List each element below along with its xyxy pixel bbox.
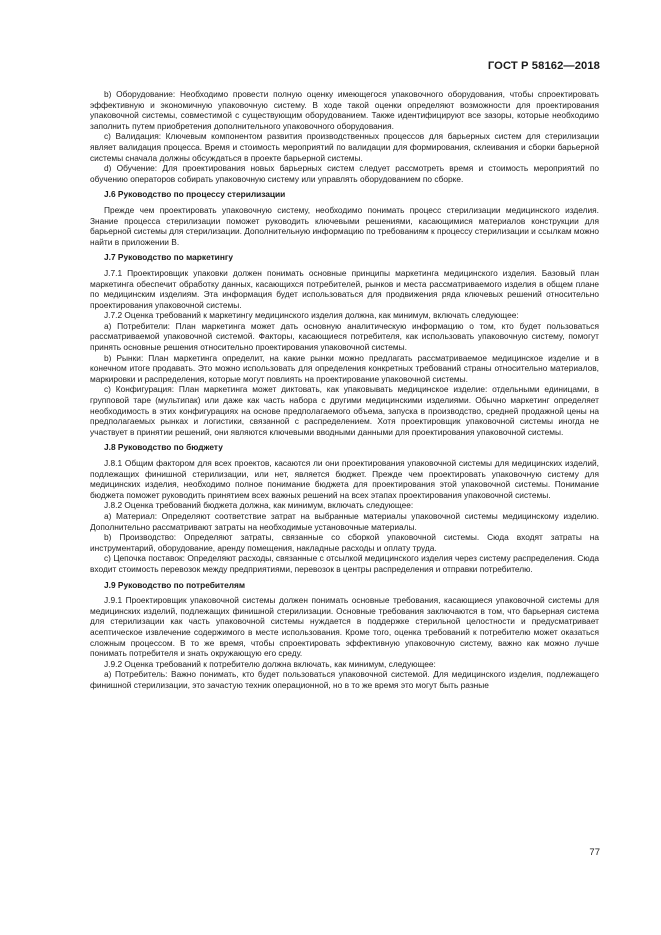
paragraph: a) Материал: Определяют соответствие затрат на выбранные материалы упаковочной системы медицинскому изделию. Дополнительно рассматривают затраты на необходимые установочные материалы. <box>90 510 599 532</box>
paragraph: J.8.1 Общим фактором для всех проектов, касаются ли они проектирования упаковочной системы для медицинских изделий, подлежащих финишной стерилизации, или нет, является бюджет. Прежде чем проектировать упаковочную систему для медицинских изделия, необходимо полное понимание бюджета для проектирования этой упаковочной системы. Понимание бюджета поможет руководить принятием всех важных решений на всех этапах проектирования упаковочной системы. <box>90 458 599 500</box>
paragraph: c) Цепочка поставок: Определяют расходы, связанные с отсылкой медицинского изделия через систему распределения. Сюда входит стоимость перевозок между предприятиями, перевозок в центры распределения и отправки потребителю. <box>90 553 599 574</box>
section-heading: J.7 Руководство по маркетингу <box>104 252 233 263</box>
paragraph: d) Обучение: Для проектирования новых барьерных систем следует рассмотреть время и стоимость мероприятий по обучению операторов собирать упаковочную систему или управлять оборудованием по сборке. <box>90 163 599 184</box>
document-body <box>90 89 599 690</box>
paragraph: J.7.1 Проектировщик упаковки должен понимать основные принципы маркетинга медицинского изделия. Базовый план маркетинга обеспечит обработку данных, касающихся потребителей, рынков и места рассматриваемого изделия в общем плане по медицинским изделиям. Эта информация будет использоваться для продвижения ряда ключевых решений относительно проектирования упаковочной системы. <box>90 267 599 310</box>
paragraph: c) Конфигурация: План маркетинга может диктовать, как упаковывать медицинское изделие: отдельными единицами, в групповой таре (мультипак) или даже как часть набора с другими медицинскими изделиями. Обычно маркетинг определяет необходимость в этих конфигурациях на основе предполагаемого объема, запуска в производство, средней продажной цены на предполагаемых рынках и логистики, связанной с распределением. Хотя проектировщик упаковочной системы иногда не участвует в принятии решений, они являются ключевыми вводными данными для проектирования упаковочной системы. <box>90 384 599 437</box>
paragraph: J.7.2 Оценка требований к маркетингу медицинского изделия должна, как минимум, включать следующее: <box>104 310 519 321</box>
paragraph: J.9.1 Проектировщик упаковочной системы должен понимать основные требования, касающиеся упаковочной системы для медицинских изделий, подлежащих финишной стерилизации. Основные требования заключаются в том, что барьерная система для стерилизации как часть упаковочной системы нуждается в поддержке стерильной целостности и предусматривает асептическое извлечение содержимого в месте использования. Кроме того, оценка требований к потребителю может оказаться сложным процессом. В то же время, чтобы спроектировать эффективную упаковочную систему, важно как можно лучше понимать потребителя и знать окружающую его среду. <box>90 595 599 659</box>
page-number: 77 <box>589 847 600 858</box>
paragraph: c) Валидация: Ключевым компонентом развития производственных процессов для барьерных систем для стерилизации являет валидация процесса. Время и стоимость мероприятий по валидации для формирования, склеивания и сборки барьерной системы сначала должны обсуждаться в проекте барьерной системы. <box>90 131 599 163</box>
paragraph: a) Потребители: План маркетинга может дать основную аналитическую информацию о том, кто будет пользоваться рассматриваемой упаковочной системой. Факторы, касающиеся потребителя, как использовать упаковочную систему, помогут принять основные решения относительно проектирования упаковочной системы. <box>90 320 599 353</box>
section-heading: J.8 Руководство по бюджету <box>104 442 223 453</box>
paragraph: J.8.2 Оценка требований бюджета должна, как минимум, включать следующее: <box>104 500 414 511</box>
section-heading: J.6 Руководство по процессу стерилизации <box>104 189 286 200</box>
paragraph: Прежде чем проектировать упаковочную систему, необходимо понимать процесс стерилизации медицинского изделия. Знание процесса стерилизации поможет руководить ключевыми решениями, касающимися материалов конструкции для барьерной системы для стерилизации. Дополнительную информацию по требованиям к процессу стерилизации и ссылкам можно найти в приложении В. <box>90 204 599 247</box>
paragraph: J.9.2 Оценка требований к потребителю должна включать, как минимум, следующее: <box>104 658 436 669</box>
paragraph: a) Потребитель: Важно понимать, кто будет пользоваться упаковочной системой. Для медицинского изделия, подлежащего финишной стерилизации, это зачастую техник операционной, но в то же время это могут быть разные <box>90 669 599 690</box>
paragraph: b) Производство: Определяют затраты, связанные со сборкой упаковочной системы. Сюда входят затраты на инструментарий, оборудование, аренду помещения, накладные расходы и оплату труда. <box>90 532 599 553</box>
section-heading: J.9 Руководство по потребителям <box>104 579 246 590</box>
paragraph: b) Рынки: План маркетинга определит, на какие рынки можно предлагать рассматриваемое медицинское изделие и в конечном итоге продавать. Это можно использовать для определения конкретных требований страны относительно материалов, маркировки и распределения, которые могут повлиять на проектирование упаковочной системы. <box>90 352 599 384</box>
document-id: ГОСТ Р 58162—2018 <box>487 60 600 72</box>
paragraph: b) Оборудование: Необходимо провести полную оценку имеющегося упаковочного оборудования, чтобы спроектировать эффективную и экономичную упаковочную систему. В ходе такой оценки определяют возможности для проектирования упаковочной системы, совместимой с существующим оборудованием. Также идентифицируют все зазоры, которые необходимо заполнить путем приобретения дополнительного упаковочного оборудования. <box>90 89 599 131</box>
